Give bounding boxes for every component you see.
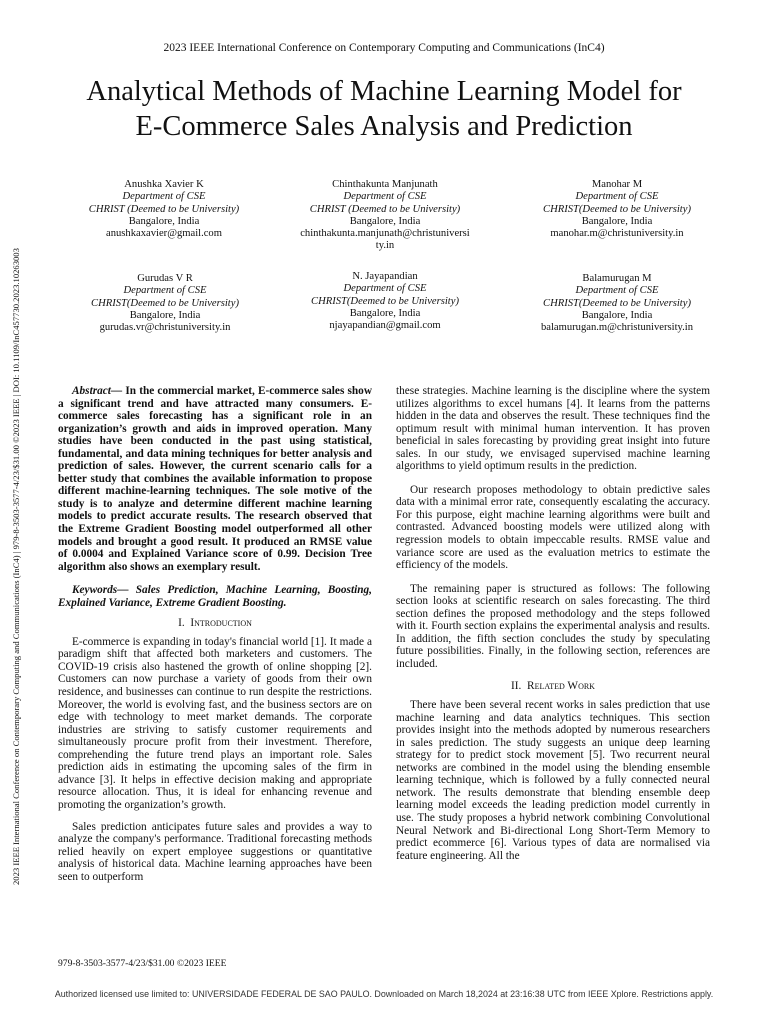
title-line-1: Analytical Methods of Machine Learning Model for: [86, 76, 682, 107]
footer-isbn: 979-8-3503-3577-4/23/$31.00 ©2023 IEEE: [58, 958, 227, 969]
author-email: balamurugan.m@christuniversity.in: [540, 322, 694, 334]
section-heading: [396, 680, 710, 693]
author-block: [35, 273, 295, 334]
paragraph: Our research proposes methodology to obtain predictive sales data with a minimal error rate, consequently escalating the accuracy. For this purpose, eight machine learning algorithms were built and contrasted. Advanced boosting models were utilized along with regression models to obtain impeccable results. RMSE value and variance score are used as the evaluation metrics to estimate the efficiency of the models.: [396, 483, 710, 572]
author-dept: Department of CSE: [575, 191, 659, 203]
author-dept: Department of CSE: [575, 285, 659, 297]
section-title: Related Work: [527, 680, 595, 693]
author-name: Balamurugan M: [582, 273, 652, 284]
author-city: Bangalore, India: [129, 309, 201, 321]
author-inst: CHRIST(Deemed to be University): [543, 203, 691, 215]
author-city: Bangalore, India: [349, 307, 421, 319]
author-block: [48, 179, 280, 240]
author-inst: CHRIST (Deemed to be University): [88, 203, 240, 215]
right-column: [396, 385, 710, 862]
author-block: [497, 273, 737, 334]
abstract-text: In the commercial market, E-commerce sales show a significant trend and have attracted many consumers. E-commerce sales forecasting has a significant role in an organization’s growth and aids in improved operation. Many studies have been conducted in the past using statistical, fundamental, and data mining techniques for better analysis and prediction of sales. However, the current scenario calls for a better study that combines the available information to propose different machine-learning techniques. The sole motive of the study is to analyze and determine different machine learning models to predict accurate results. The research observed that the Extreme Gradient Boosting model outperformed all other models and brought a good result. It produced an RMSE value of 0.0004 and Explained Variance score of 0.99. Decision Tree algorithm also shows an exemplary result.: [58, 385, 372, 573]
author-city: Bangalore, India: [581, 215, 653, 227]
author-name: N. Jayapandian: [352, 271, 418, 282]
keywords: [58, 584, 372, 609]
author-block: [270, 179, 500, 253]
author-city: Bangalore, India: [349, 215, 421, 227]
conference-header: 2023 IEEE International Conference on Contemporary Computing and Communications (InC4): [163, 42, 605, 54]
paragraph: The remaining paper is structured as follows: The following section looks at scientific research on sales forecasting. The third section defines the proposed methodology and the steps followed with it. Fourth section explains the experimental analysis and results. In addition, the fifth section concludes the study by speculating future possibilities. Finally, in the following section, references are included.: [396, 582, 710, 670]
author-name: Chinthakunta Manjunath: [332, 179, 438, 190]
section-heading: [58, 617, 372, 630]
paragraph: Sales prediction anticipates future sales and provides a way to analyze the company's performance. Traditional forecasting methods relied heavily on expert employee suggestions or quantitative analysis of historical data. Machine learning approaches have been seen to outperform: [58, 820, 372, 883]
author-name: Anushka Xavier K: [124, 179, 204, 190]
paragraph: E-commerce is expanding in today's financial world [1]. It made a paradigm shift that affected both marketers and customers. The COVID-19 crisis also hastened the growth of online shopping [2]. Customers can now purchase a variety of goods from their own residence, and businesses can continue to run despite the restrictions. Moreover, the world is evolving fast, and the business sectors are on edge with technology to meet market demands. The corporate industries are striving to satisfy customer requirements and simultaneously procure profit from their investment. Therefore, comprehending the future trend plays an important role. Sales prediction aids in estimating the upcoming sales of the firm in advance [3]. It helps in effective decision making and appropriate resource allocation. Thus, it is ideal for enhancing revenue and promoting the organization’s growth.: [58, 635, 372, 811]
author-dept: Department of CSE: [122, 191, 206, 203]
author-block: [270, 271, 500, 332]
author-email: chinthakunta.manjunath@christuniversi: [300, 228, 470, 240]
paper-title: [30, 74, 738, 144]
left-column: [58, 385, 372, 883]
author-email: anushkaxavier@gmail.com: [106, 228, 222, 240]
author-city: Bangalore, India: [128, 215, 200, 227]
author-email: gurudas.vr@christuniversity.in: [99, 322, 231, 334]
author-inst: CHRIST(Deemed to be University): [311, 295, 459, 307]
author-name: Gurudas V R: [137, 273, 193, 284]
abstract-label: Abstract—: [72, 385, 123, 397]
keywords-text: Sales Prediction, Machine Learning, Boosting, Explained Variance, Extreme Gradient Boosting.: [58, 584, 372, 609]
author-city: Bangalore, India: [581, 309, 653, 321]
license-notice: Authorized licensed use limited to: UNIVERSIDADE FEDERAL DE SAO PAULO. Downloaded on March 18,2024 at 23:16:38 UTC from IEEE Xplore. Restrictions apply.: [54, 989, 714, 999]
section-number: I.: [178, 617, 185, 630]
abstract: [58, 385, 372, 573]
author-dept: Department of CSE: [123, 285, 207, 297]
author-dept: Department of CSE: [343, 191, 427, 203]
author-block: [497, 179, 737, 240]
section-title: Introduction: [190, 617, 252, 630]
author-dept: Department of CSE: [343, 283, 427, 295]
author-inst: CHRIST(Deemed to be University): [543, 297, 691, 309]
author-name: Manohar M: [591, 179, 643, 190]
section-number: II.: [511, 680, 522, 693]
author-email-cont: ty.in: [375, 240, 395, 252]
author-email: njayapandian@gmail.com: [329, 320, 441, 332]
author-email: manohar.m@christuniversity.in: [550, 228, 684, 240]
paragraph: these strategies. Machine learning is the discipline where the system utilizes algorithms to excel humans [4]. It learns from the patterns hidden in the data and observes the result. These techniques find the optimum result with minimal human intervention. It has proven beneficial in sales forecasting by providing great insight into future sales. In our study, we envisaged supervised machine learning algorithms to yield optimum results in the prediction.: [396, 385, 710, 473]
author-inst: CHRIST (Deemed to be University): [309, 203, 461, 215]
doi-sidebar-text: 2023 IEEE International Conference on Contemporary Computing and Communications (InC4) | 979-8-3503-3577-4/23/$31.00 ©2023 IEEE | DOI: 10.1109/InC457730.2023.10263003: [11, 248, 21, 885]
paragraph: There have been several recent works in sales prediction that use machine learning and data analytics techniques. This section provides insight into the methods adopted by numerous researchers in sales prediction. The study suggests an unique deep learning strategy for to predict stock movement [5]. Two recurrent neural networks are combined in the model using the blending ensemble learning technique, which is followed by a fully connected neural network. The results demonstrate that blending ensemble deep learning model exceeds the leading prediction model currently in use. The study proposes a hybrid network combining Convolutional Neural Network and Bi-directional Long Short-Term Memory to predict ecommerce [6]. Various types of data are normalised via feature engineering. All the: [396, 699, 710, 862]
author-inst: CHRIST(Deemed to be University): [91, 297, 239, 309]
keywords-label: Keywords—: [72, 584, 129, 597]
title-line-2: E-Commerce Sales Analysis and Prediction: [135, 111, 633, 142]
